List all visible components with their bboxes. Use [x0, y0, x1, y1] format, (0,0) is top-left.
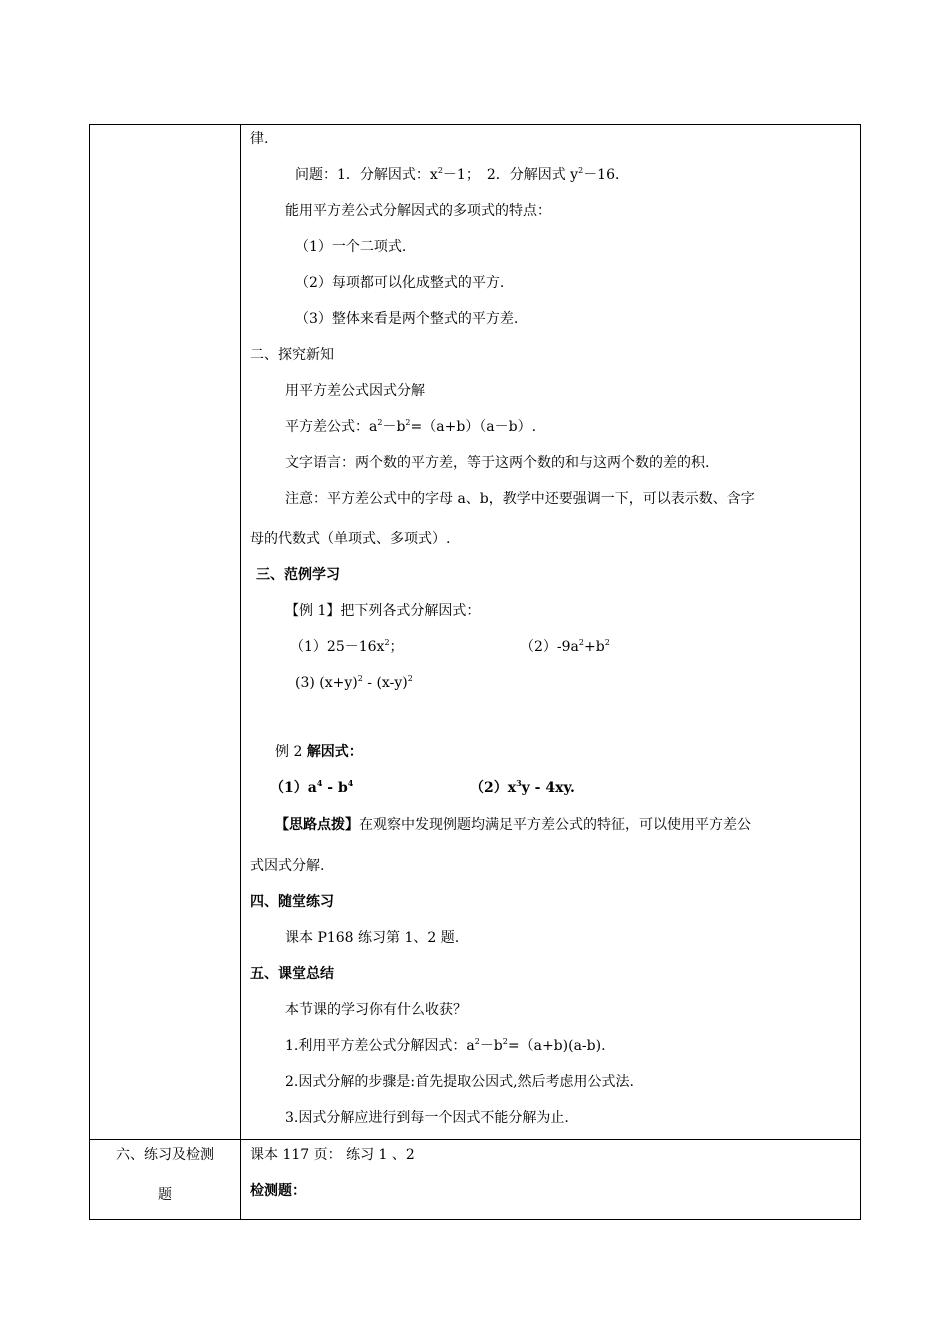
text-line: 课本 P168 练习第 1、2 题.: [285, 930, 460, 946]
text-line: 检测题：: [250, 1183, 306, 1199]
list-item: （3）整体来看是两个整式的平方差.: [295, 311, 519, 327]
section-heading: 三、范例学习: [256, 567, 340, 583]
summary-item: 2.因式分解的步骤是:首先提取公因式,然后考虑用公式法.: [285, 1074, 634, 1090]
list-item: （1）一个二项式.: [295, 239, 407, 255]
example-item: $(2)x^3y - 4xy$.: [470, 778, 575, 796]
column-divider: [240, 125, 241, 1219]
row-divider: [90, 1139, 860, 1140]
text-line: 能用平方差公式分解因式的多项式的特点：: [285, 203, 551, 219]
text-line: 注意：平方差公式中的字母 a、b，教学中还要强调一下，可以表示数、含字: [285, 491, 755, 507]
lesson-table: [89, 124, 861, 1220]
list-item: （2）每项都可以化成整式的平方.: [295, 275, 505, 291]
row-label: 六、练习及检测: [116, 1147, 214, 1163]
formula-line: 平方差公式：$a^2-b^2=(a+b)(a-b)$.: [285, 418, 537, 435]
example-item: (3) $(x+y)^2 - (x-y)^2$: [295, 674, 413, 691]
text-line: 本节课的学习你有什么收获？: [285, 1002, 467, 1018]
example-item: $(2)-9a^2+b^2$: [520, 638, 610, 655]
row-label: 题: [158, 1187, 172, 1203]
example-title: 【例 1】把下列各式分解因式：: [285, 603, 481, 619]
text-line: 课本 117 页： 练习 1 、2: [250, 1147, 415, 1163]
text-line: 【思路点拨】在观察中发现例题均满足平方差公式的特征，可以使用平方差公: [275, 817, 751, 833]
text-line: 律.: [250, 131, 269, 147]
text-line: 式因式分解.: [250, 858, 325, 874]
text-line: 母的代数式（单项式、多项式）.: [250, 531, 451, 547]
section-heading: 二、探究新知: [250, 347, 334, 363]
summary-item: 3.因式分解应进行到每一个因式不能分解为止.: [285, 1110, 569, 1126]
example-item: $(1)a^4 - b^4$: [270, 778, 354, 796]
summary-item: 1.利用平方差公式分解因式：$a^2-b^2=(a+b)(a-b)$.: [285, 1037, 606, 1054]
section-heading: 五、课堂总结: [250, 966, 334, 982]
question-line: 问题：1．分解因式：$x^2-1$； 2．分解因式 $y^2-16$．: [295, 166, 630, 183]
example-item: $(1)25-16x^2$；: [290, 638, 404, 655]
text-line: 文字语言：两个数的平方差，等于这两个数的和与这两个数的差的积.: [285, 455, 710, 471]
section-heading: 四、随堂练习: [250, 894, 334, 910]
text-line: 用平方差公式因式分解: [285, 383, 425, 399]
example-title: 例 2 解因式：: [275, 744, 363, 760]
